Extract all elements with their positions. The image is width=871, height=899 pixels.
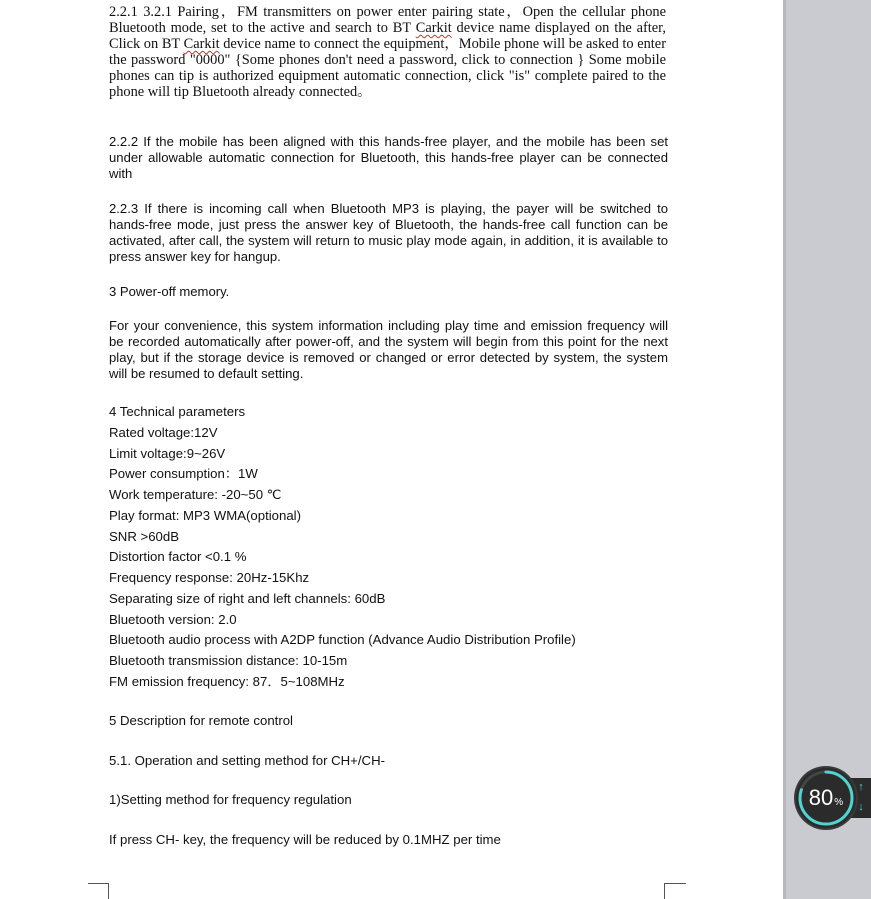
paragraph-ch-minus: If press CH- key, the frequency will be reduced by 0.1MHZ per time — [109, 832, 501, 847]
heading-power-off-memory: 3 Power-off memory. — [109, 284, 230, 299]
heading-remote-control: 5 Description for remote control — [109, 713, 293, 728]
zoom-unit: % — [834, 796, 844, 808]
paragraph-power-off-memory: For your convenience, this system information including play time and emission frequency will be recorded automatically after power-off, and the system will begin from this point for the next play, but if the storage device is removed or changed or error detected by system, the system will be resumed to default setting. — [109, 318, 668, 381]
paragraph-2-2-1-lead: 2.2.1 3.2.1 Pairing，FM transmitters on power enter pairing state，Open the cellular phone Bluetooth mode, set to the active and search to BT — [109, 4, 666, 36]
workspace-background — [783, 0, 871, 899]
crop-mark-left-h — [88, 883, 109, 884]
arrow-down-icon[interactable]: ↓ — [858, 801, 864, 813]
param-limit-voltage: Limit voltage:9~26V — [109, 446, 226, 461]
zoom-value: 80 — [808, 785, 834, 810]
zoom-level-widget[interactable] — [796, 768, 856, 828]
spellcheck-word-carkit-1: Carkit — [415, 20, 452, 36]
heading-technical-parameters: 4 Technical parameters — [109, 404, 246, 419]
param-play-format: Play format: MP3 WMA(optional) — [109, 508, 302, 523]
spellcheck-word-carkit-2: Carkit — [183, 36, 220, 52]
heading-ch-operation: 5.1. Operation and setting method for CH+/CH- — [109, 753, 385, 768]
crop-mark-right-v — [664, 883, 665, 899]
crop-mark-left-v — [108, 883, 109, 899]
param-distortion-factor: Distortion factor <0.1 % — [109, 549, 247, 564]
paragraph-2-2-1 — [109, 4, 666, 100]
paragraph-2-2-3: 2.2.3 If there is incoming call when Bluetooth MP3 is playing, the payer will be switched to hands-free mode, just press the answer key of Bluetooth, the hands-free call function can be activated, after call, the system will return to music play mode again, in addition, it is available to press answer key for hangup. — [109, 201, 668, 264]
paragraph-2-2-2: 2.2.2 If the mobile has been aligned with this hands-free player, and the mobile has been set under allowable automatic connection for Bluetooth, this hands-free player can be connected with — [109, 134, 668, 181]
param-transmission-distance: Bluetooth transmission distance: 10-15m — [109, 653, 348, 668]
paragraph-2-2-1-mid: device name displayed on the after, Click on BT — [109, 20, 666, 52]
param-work-temperature: Work temperature: -20~50 ℃ — [109, 487, 282, 502]
param-power-consumption: Power consumption：1W — [109, 466, 258, 481]
arrow-up-icon[interactable]: ↑ — [858, 781, 864, 793]
param-snr: SNR >60dB — [109, 529, 180, 544]
param-fm-frequency: FM emission frequency: 87．5~108MHz — [109, 674, 345, 689]
param-bluetooth-version: Bluetooth version: 2.0 — [109, 612, 237, 627]
paragraph-2-2-1-tail: device name to connect the equipment，Mobile phone will be asked to enter the password "0000" {Some phones don't need a password, click to connection } Some mobile phones can tip is authorized equipment automatic connection, click "is" complete paired to the phone will tip Bluetooth already connected。 — [109, 36, 666, 100]
crop-mark-right-h — [664, 883, 686, 884]
param-channel-separation: Separating size of right and left channels: 60dB — [109, 591, 386, 606]
heading-frequency-regulation: 1)Setting method for frequency regulation — [109, 792, 352, 807]
page-shadow — [783, 0, 786, 899]
zoom-readout — [796, 768, 856, 828]
param-rated-voltage: Rated voltage:12V — [109, 425, 218, 440]
param-a2dp: Bluetooth audio process with A2DP function (Advance Audio Distribution Profile) — [109, 632, 576, 647]
param-frequency-response: Frequency response: 20Hz-15Khz — [109, 570, 310, 585]
